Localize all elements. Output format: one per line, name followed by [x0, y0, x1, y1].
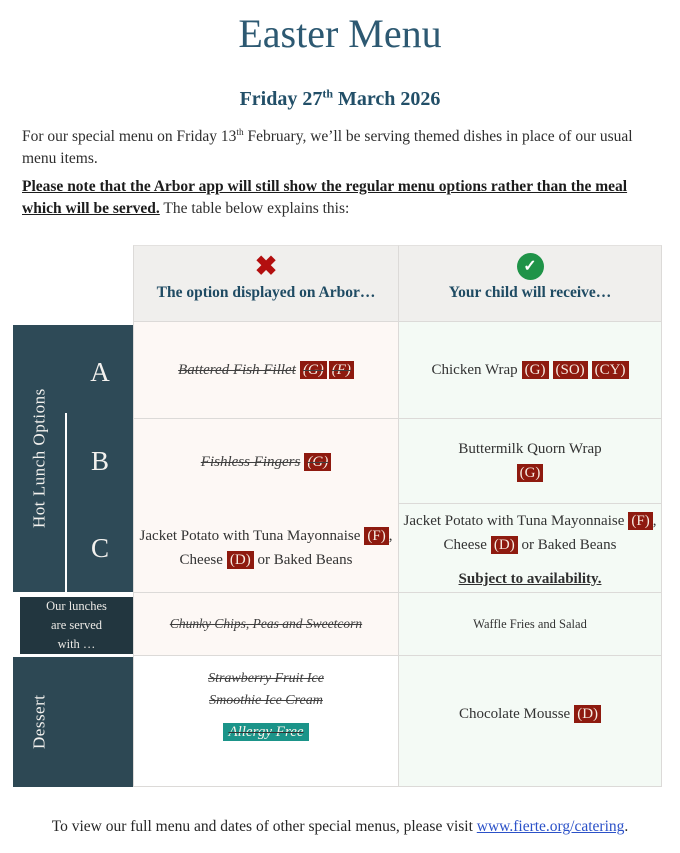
- row-a-arbor-item: [178, 358, 354, 382]
- accept-check-icon: ✓: [517, 253, 544, 280]
- row-a-receive-text: Chicken Wrap: [431, 362, 518, 378]
- dessert-receive-item: [459, 702, 601, 726]
- menu-comparison-table: [133, 245, 662, 787]
- row-c-arbor-line1: [140, 524, 393, 548]
- receive-header-text: Your child will receive…: [448, 284, 612, 301]
- row-c-comma: ,: [652, 512, 657, 529]
- row-c-receive-line1: [404, 509, 657, 533]
- allergen-badge: (F): [364, 527, 388, 545]
- served-with-arbor-item: Chunky Chips, Peas and Sweetcorn: [169, 616, 363, 632]
- row-c-text: or Baked Beans: [517, 536, 617, 553]
- intro-ordinal: th: [236, 127, 244, 138]
- row-c-arbor-line2: [180, 548, 353, 572]
- allergen-badge: (CY): [592, 361, 629, 379]
- table-row-c-arbor-cell: [133, 504, 399, 593]
- row-c-text: Cheese: [179, 552, 223, 568]
- table-row-a-receive-cell: [399, 322, 662, 419]
- dessert-receive-cell: [399, 656, 662, 787]
- dessert-arbor-item: Smoothie Ice Cream: [209, 692, 323, 708]
- footer-period: .: [624, 818, 629, 835]
- table-row-b-receive-cell: [399, 419, 662, 504]
- table-row-b-arbor-cell: [133, 419, 399, 504]
- footer-paragraph: [0, 818, 680, 836]
- allergen-badge: (G): [304, 453, 331, 471]
- option-c-label: C: [90, 532, 109, 563]
- date-text-rest: March 2026: [333, 88, 441, 110]
- date-ordinal: th: [322, 86, 334, 101]
- intro-text-rest: February, we’ll be serving themed dishes in place of our usual menu items.: [22, 128, 633, 168]
- date-heading: [0, 88, 680, 111]
- row-c-comma: ,: [388, 528, 393, 544]
- allergen-badge: (SO): [553, 361, 588, 379]
- row-a-arbor-text: Battered Fish Fillet: [178, 362, 296, 378]
- date-text: Friday 27: [239, 88, 323, 110]
- row-b-receive-badge-line: [517, 461, 544, 485]
- dessert-panel: [13, 657, 133, 787]
- served-with-line: are served: [50, 618, 102, 633]
- intro-text: For our special menu on Friday 13: [22, 128, 237, 145]
- dessert-label: Dessert: [29, 694, 49, 750]
- served-with-line: with …: [57, 636, 96, 651]
- dessert-arbor-item: Strawberry Fruit Ice: [208, 671, 324, 686]
- row-c-text: Jacket Potato with Tuna Mayonnaise: [403, 512, 625, 529]
- intro-paragraph: [22, 126, 654, 171]
- row-c-text: or Baked Beans: [253, 552, 353, 568]
- page-title: Easter Menu: [238, 11, 442, 56]
- footer-text: To view our full menu and dates of other special menus, please visit: [51, 818, 477, 835]
- notice-rest-text: The table below explains this:: [159, 200, 350, 218]
- allergen-badge: (G): [517, 464, 544, 482]
- table-row-a-arbor-cell: [133, 322, 399, 419]
- option-a-label: A: [90, 356, 110, 387]
- allergen-badge: (D): [227, 551, 254, 569]
- served-with-receive-cell: [399, 593, 662, 656]
- reject-x-icon: ✖: [254, 251, 278, 281]
- dessert-receive-text: Chocolate Mousse: [458, 706, 571, 722]
- served-with-receive-item: Waffle Fries and Salad: [473, 617, 587, 631]
- receive-column-header: [399, 245, 662, 322]
- served-with-panel: [20, 597, 133, 654]
- hot-lunch-options-label: Hot Lunch Options: [29, 388, 49, 529]
- row-c-text: Jacket Potato with Tuna Mayonnaise: [139, 528, 361, 544]
- notice-paragraph: [22, 176, 654, 221]
- table-row-c-receive-cell: [399, 504, 662, 593]
- row-b-receive-item: Buttermilk Quorn Wrap: [458, 441, 602, 457]
- dessert-arbor-cell: [133, 656, 399, 787]
- allergen-badge: (D): [491, 536, 518, 554]
- allergy-free-strike: [223, 724, 308, 741]
- row-c-text: Cheese: [443, 536, 487, 553]
- catering-link[interactable]: www.fierte.org/catering: [476, 818, 625, 835]
- arbor-column-header: [133, 245, 399, 322]
- served-with-arbor-cell: [133, 593, 399, 656]
- allergen-badge: (F): [628, 512, 652, 530]
- option-b-label: B: [90, 446, 109, 476]
- subject-to-availability-note: Subject to availability.: [458, 570, 602, 587]
- allergen-badge: (G): [300, 361, 327, 379]
- row-b-arbor-item: [201, 450, 331, 474]
- notice-bold-text: Please note that the Arbor app will still show the regular menu options rather than the meal which will be served.: [22, 178, 628, 218]
- arbor-header-text: The option displayed on Arbor…: [156, 284, 376, 301]
- allergen-badge: (D): [574, 705, 601, 723]
- served-with-line: Our lunches: [46, 599, 107, 614]
- row-c-receive-line2: [444, 533, 617, 557]
- hot-lunch-options-panel: [13, 325, 133, 592]
- allergy-free-highlight: Allergy Free: [223, 723, 308, 741]
- allergen-badge: (G): [522, 361, 549, 379]
- allergen-badge: (F): [329, 361, 354, 379]
- row-b-arbor-text: Fishless Fingers: [200, 453, 301, 470]
- row-a-receive-item: [431, 358, 628, 382]
